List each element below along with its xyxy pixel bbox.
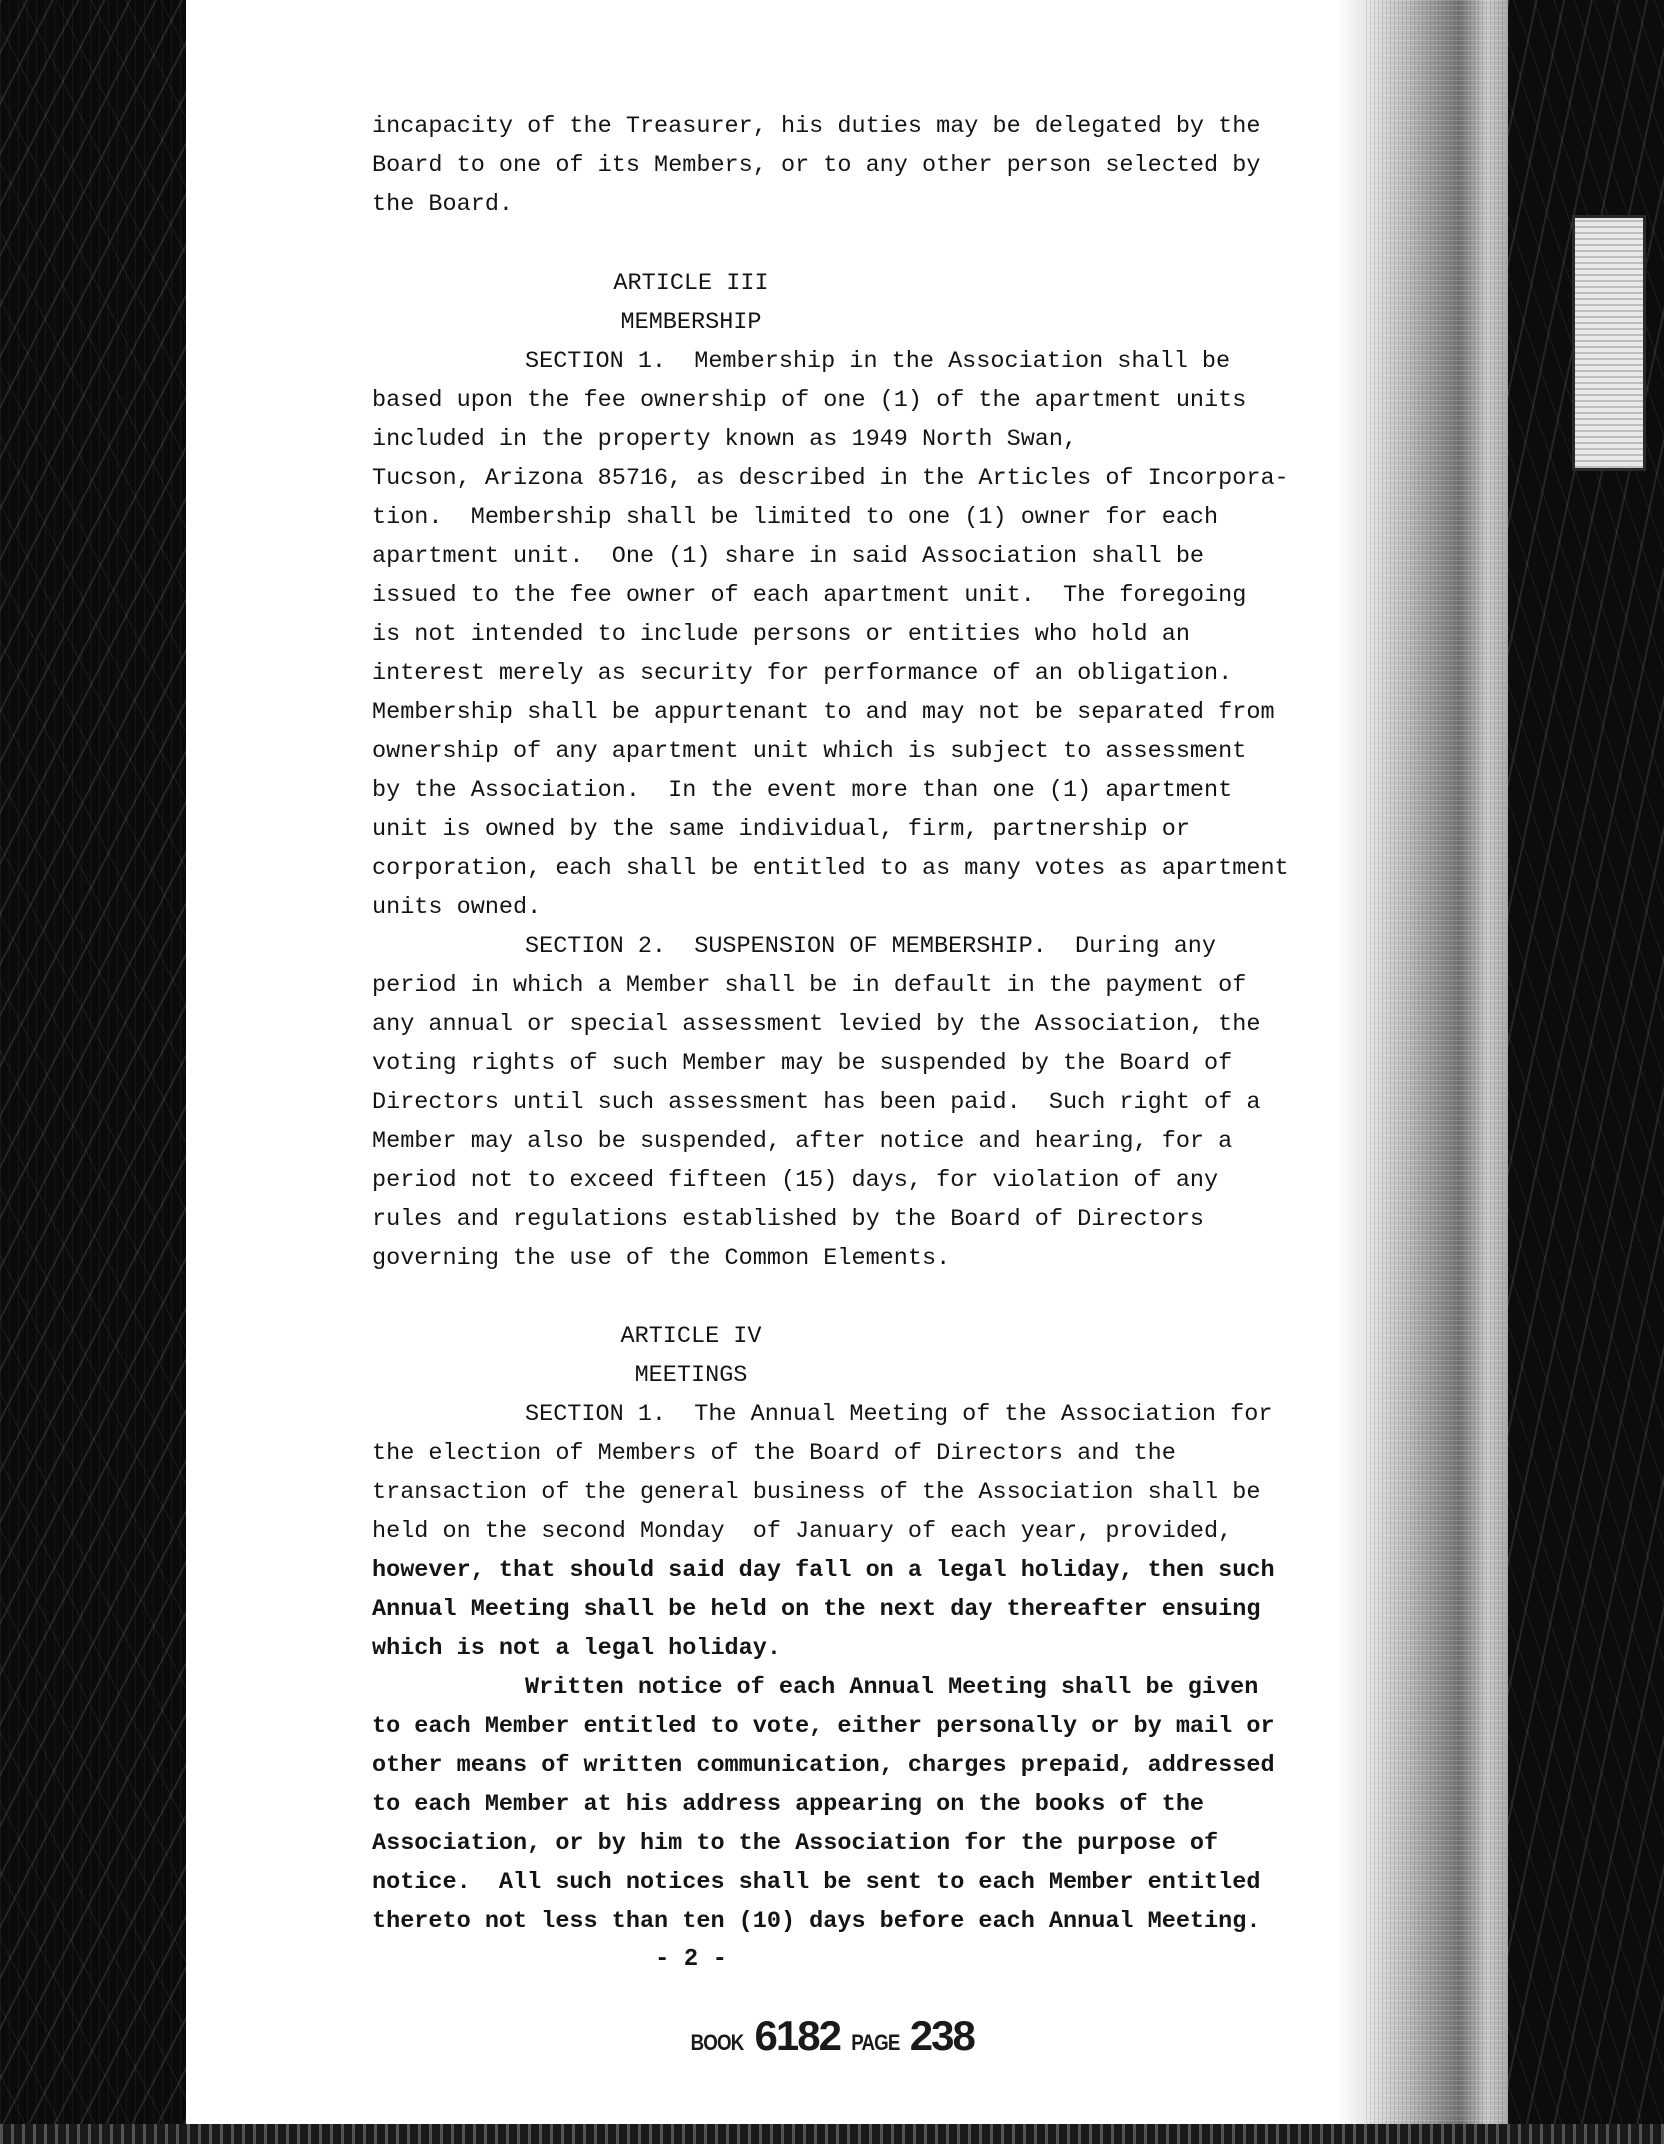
stamp-book-number: 6182 (754, 2012, 840, 2059)
text-line: Tucson, Arizona 85716, as described in the Articles of Incorpora- (372, 465, 1289, 492)
text-line: Member may also be suspended, after notice and hearing, for a (372, 1128, 1233, 1155)
text-line: the election of Members of the Board of Directors and the (372, 1440, 1176, 1467)
article-3-subtitle: MEMBERSHIP (620, 309, 762, 336)
text-line: to each Member at his address appearing on the books of the (372, 1791, 1205, 1818)
text-line: period in which a Member shall be in default in the payment of (372, 972, 1247, 999)
text-line: thereto not less than ten (10) days before each Annual Meeting. (372, 1908, 1261, 1935)
text-line: ownership of any apartment unit which is subject to assessment (372, 738, 1247, 765)
text-line: by the Association. In the event more than one (1) apartment (372, 777, 1233, 804)
text-line: Membership shall be appurtenant to and may not be separated from (372, 699, 1275, 726)
text-line: incapacity of the Treasurer, his duties may be delegated by the (372, 113, 1261, 140)
article-4-subtitle: MEETINGS (634, 1362, 748, 1389)
text-line: any annual or special assessment levied by the Association, the (372, 1011, 1261, 1038)
article-4-title: ARTICLE IV (620, 1323, 762, 1350)
text-line: issued to the fee owner of each apartment unit. The foregoing (372, 582, 1247, 609)
stamp-book-label: BOOK (690, 2030, 744, 2055)
scan-border-left (0, 0, 186, 2144)
text-line: however, that should said day fall on a legal holiday, then such (372, 1557, 1275, 1584)
stamp-page-label: PAGE (850, 2030, 899, 2055)
text-line: to each Member entitled to vote, either personally or by mail or (372, 1713, 1275, 1740)
text-line: Association, or by him to the Association for the purpose of (372, 1830, 1219, 1857)
document-page (186, 0, 1508, 2124)
text-line: units owned. (372, 894, 542, 921)
text-line: period not to exceed fifteen (15) days, for violation of any (372, 1167, 1219, 1194)
text-line: Annual Meeting shall be held on the next day thereafter ensuing (372, 1596, 1261, 1623)
recording-stamp (686, 2012, 974, 2060)
paragraph-start-line: Written notice of each Annual Meeting shall be given (525, 1674, 1259, 1701)
text-line: rules and regulations established by the Board of Directors (372, 1206, 1205, 1233)
section-1-heading-line: SECTION 1. The Annual Meeting of the Association for (525, 1401, 1273, 1428)
text-line: unit is owned by the same individual, firm, partnership or (372, 816, 1190, 843)
text-line: corporation, each shall be entitled to as many votes as apartment (372, 855, 1289, 882)
section-1-heading-line: SECTION 1. Membership in the Association shall be (525, 348, 1231, 375)
stamp-page-number: 238 (909, 2012, 974, 2059)
text-line: which is not a legal holiday. (372, 1635, 781, 1662)
text-line: other means of written communication, charges prepaid, addressed (372, 1752, 1275, 1779)
text-line: included in the property known as 1949 North Swan, (372, 426, 1078, 453)
text-line: is not intended to include persons or entities who hold an (372, 621, 1190, 648)
scan-binder-tab (1572, 215, 1646, 471)
scan-border-bottom (0, 2124, 1664, 2144)
text-line: held on the second Monday of January of each year, provided, (372, 1518, 1233, 1545)
text-line: transaction of the general business of the Association shall be (372, 1479, 1261, 1506)
text-line: apartment unit. One (1) share in said Association shall be (372, 543, 1205, 570)
page-number: - 2 - (654, 1946, 727, 1973)
text-line: Board to one of its Members, or to any other person selected by (372, 152, 1261, 179)
text-line: tion. Membership shall be limited to one (1) owner for each (372, 504, 1219, 531)
text-line: the Board. (372, 191, 514, 218)
section-2-heading-line: SECTION 2. SUSPENSION OF MEMBERSHIP. During any (525, 933, 1217, 960)
document-text (186, 0, 1508, 2124)
article-3-title: ARTICLE III (613, 270, 769, 297)
text-line: interest merely as security for performance of an obligation. (372, 660, 1233, 687)
text-line: voting rights of such Member may be suspended by the Board of (372, 1050, 1233, 1077)
text-line: notice. All such notices shall be sent to each Member entitled (372, 1869, 1261, 1896)
text-line: based upon the fee ownership of one (1) of the apartment units (372, 387, 1247, 414)
text-line: governing the use of the Common Elements. (372, 1245, 951, 1272)
text-line: Directors until such assessment has been paid. Such right of a (372, 1089, 1261, 1116)
